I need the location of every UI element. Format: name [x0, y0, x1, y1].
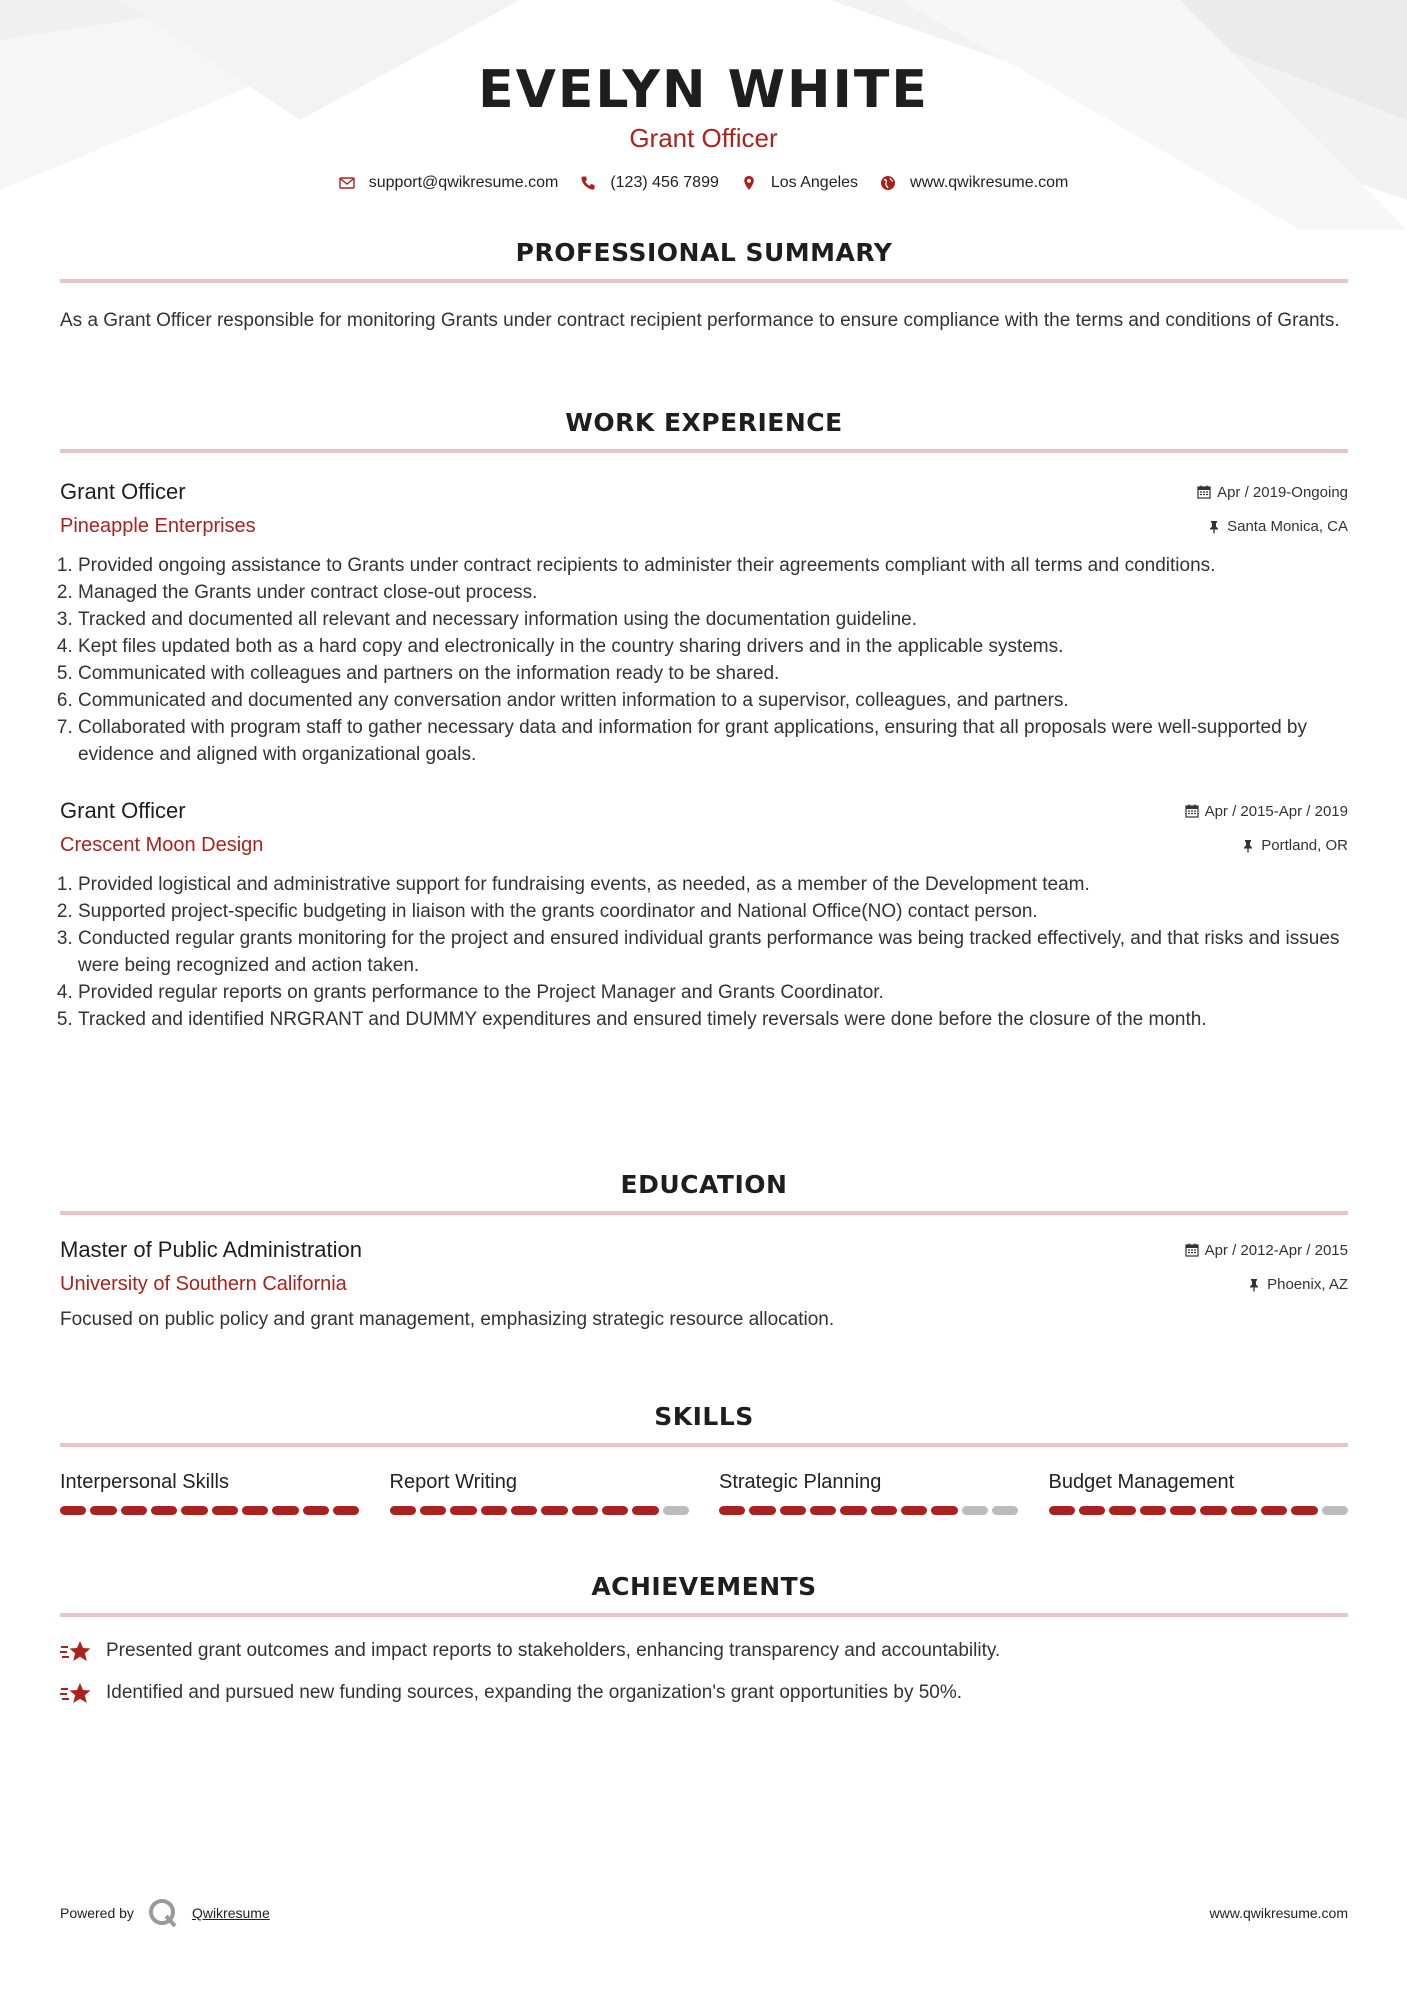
skill-level-segment: [663, 1506, 689, 1515]
skill-level-segment: [450, 1506, 476, 1515]
list-item: 4. Kept files updated both as a hard copy and electronically in the country sharing drivers and in the applicable systems.: [78, 633, 1348, 660]
skill-level-segment: [901, 1506, 927, 1515]
qwikresume-link[interactable]: Qwikresume: [191, 1905, 270, 1921]
skill-level-segment: [60, 1506, 86, 1515]
star-icon: [60, 1639, 92, 1663]
calendar-icon: [1185, 804, 1199, 818]
skill-level-segment: [420, 1506, 446, 1515]
education-dates: Apr / 2012-Apr / 2015: [1185, 1242, 1348, 1259]
website-text[interactable]: www.qwikresume.com: [910, 174, 1069, 191]
skill-level-segment: [272, 1506, 298, 1515]
map-pin-icon: [741, 175, 757, 191]
email-text[interactable]: support@qwikresume.com: [368, 174, 559, 191]
page-footer: [60, 1898, 1348, 1928]
job-title: Grant Officer: [60, 798, 186, 823]
skill-level-segment: [541, 1506, 567, 1515]
list-item: 5. Tracked and identified NRGRANT and DUMMY expenditures and ensured timely reversals were done before the closure of the month.: [78, 1006, 1348, 1033]
skill-level-segment: [1231, 1506, 1257, 1515]
skill-level-bar: [1049, 1506, 1349, 1515]
skill-name: Strategic Planning: [719, 1471, 882, 1493]
phone-icon: [580, 175, 596, 191]
list-item: 1. Provided ongoing assistance to Grants under contract recipients to administer their agreements compliant with all terms and conditions.: [78, 552, 1348, 579]
job-responsibilities: [60, 552, 1348, 768]
section-divider: [60, 449, 1348, 453]
globe-icon: [880, 175, 896, 191]
skill-level-segment: [602, 1506, 628, 1515]
candidate-name: EVELYN WHITE: [478, 60, 929, 120]
skill-level-segment: [780, 1506, 806, 1515]
phone-text[interactable]: (123) 456 7899: [610, 174, 719, 191]
experience-section: [60, 408, 1348, 1033]
summary-heading: PROFESSIONAL SUMMARY: [515, 238, 893, 267]
section-divider: [60, 1211, 1348, 1215]
skill-name: Budget Management: [1048, 1471, 1235, 1493]
calendar-icon: [1197, 485, 1211, 499]
skill-level-segment: [992, 1506, 1018, 1515]
star-icon: [60, 1681, 92, 1705]
skill-level-segment: [90, 1506, 116, 1515]
powered-by-label: Powered by: [60, 1905, 134, 1921]
company-name: Crescent Moon Design: [60, 834, 264, 856]
contact-bar: [0, 174, 1407, 192]
company-name: Pineapple Enterprises: [60, 515, 256, 537]
skill-level-segment: [719, 1506, 745, 1515]
skill-level-segment: [931, 1506, 957, 1515]
skill-level-segment: [962, 1506, 988, 1515]
skill-level-bar: [390, 1506, 690, 1515]
skill-level-segment: [1140, 1506, 1166, 1515]
list-item: 3. Tracked and documented all relevant and necessary information using the documentation guideline.: [78, 606, 1348, 633]
list-item: 6. Communicated and documented any conversation andor written information to a supervisor, colleagues, and partners.: [78, 687, 1348, 714]
achievements-section: [60, 1572, 1348, 1705]
skill-level-segment: [1200, 1506, 1226, 1515]
education-section: [60, 1170, 1348, 1333]
list-item: 4. Provided regular reports on grants performance to the Project Manager and Grants Coordinator.: [78, 979, 1348, 1006]
candidate-role: Grant Officer: [629, 123, 778, 153]
contact-website[interactable]: [880, 174, 1068, 192]
job-location: Santa Monica, CA: [1207, 518, 1348, 535]
skill-level-segment: [333, 1506, 359, 1515]
skill-name: Interpersonal Skills: [60, 1471, 229, 1493]
skill-level-segment: [871, 1506, 897, 1515]
skill-level-segment: [1322, 1506, 1348, 1515]
section-divider: [60, 279, 1348, 283]
school-name: University of Southern California: [60, 1273, 347, 1295]
skill-level-bar: [719, 1506, 1019, 1515]
resume-header: [0, 0, 1407, 192]
section-divider: [60, 1443, 1348, 1447]
skill-level-segment: [1079, 1506, 1105, 1515]
pushpin-icon: [1247, 1278, 1261, 1292]
pushpin-icon: [1241, 839, 1255, 853]
skill-name: Report Writing: [389, 1471, 517, 1493]
contact-location: [741, 174, 858, 192]
job-title: Grant Officer: [60, 479, 186, 504]
job-entry: [60, 798, 1348, 1033]
job-dates: Apr / 2019-Ongoing: [1197, 484, 1348, 501]
list-item: 1. Provided logistical and administrative support for fundraising events, as needed, as a member of the Development team.: [78, 871, 1348, 898]
calendar-icon: [1185, 1243, 1199, 1257]
skill-item: [719, 1471, 1019, 1515]
job-location: Portland, OR: [1241, 837, 1348, 854]
skill-level-segment: [212, 1506, 238, 1515]
list-item: 5. Communicated with colleagues and partners on the information ready to be shared.: [78, 660, 1348, 687]
skill-level-segment: [1049, 1506, 1075, 1515]
envelope-icon: [339, 175, 355, 191]
skill-level-segment: [572, 1506, 598, 1515]
summary-section: [60, 238, 1348, 334]
skill-item: [60, 1471, 360, 1515]
skill-level-segment: [481, 1506, 507, 1515]
pushpin-icon: [1207, 520, 1221, 534]
section-divider: [60, 1613, 1348, 1617]
degree-title: Master of Public Administration: [60, 1237, 363, 1262]
contact-phone[interactable]: [580, 174, 719, 192]
skill-level-segment: [1291, 1506, 1317, 1515]
skill-level-bar: [60, 1506, 360, 1515]
skill-level-segment: [840, 1506, 866, 1515]
skill-level-segment: [181, 1506, 207, 1515]
experience-heading: WORK EXPERIENCE: [565, 408, 843, 437]
summary-text: As a Grant Officer responsible for monitoring Grants under contract recipient performance to ensure compliance with the terms and conditions of Grants.: [60, 310, 1340, 331]
education-entry: [60, 1237, 1348, 1333]
skill-level-segment: [632, 1506, 658, 1515]
education-location: Phoenix, AZ: [1247, 1276, 1348, 1293]
skill-level-segment: [1261, 1506, 1287, 1515]
achievement-item: Presented grant outcomes and impact reports to stakeholders, enhancing transparency and accountability.: [60, 1639, 1348, 1663]
skill-level-segment: [242, 1506, 268, 1515]
list-item: 7. Collaborated with program staff to gather necessary data and information for grant applications, ensuring that all proposals were well-supported by evidence and aligned with organizational goals.: [78, 714, 1348, 768]
location-text: Los Angeles: [770, 174, 859, 191]
skill-level-segment: [511, 1506, 537, 1515]
achievements-heading: ACHIEVEMENTS: [591, 1572, 817, 1601]
skill-level-segment: [121, 1506, 147, 1515]
list-item: 2. Supported project-specific budgeting in liaison with the grants coordinator and National Office(NO) contact person.: [78, 898, 1348, 925]
job-responsibilities: [60, 871, 1348, 1033]
achievement-item: Identified and pursued new funding sources, expanding the organization's grant opportunities by 50%.: [60, 1681, 1348, 1705]
skill-level-segment: [390, 1506, 416, 1515]
skills-list: [60, 1471, 1348, 1515]
job-entry: [60, 479, 1348, 768]
skill-level-segment: [1170, 1506, 1196, 1515]
education-description: Focused on public policy and grant management, emphasizing strategic resource allocation.: [60, 1309, 835, 1330]
skill-item: [390, 1471, 690, 1515]
list-item: 2. Managed the Grants under contract close-out process.: [78, 579, 1348, 606]
skill-level-segment: [303, 1506, 329, 1515]
skills-heading: SKILLS: [654, 1402, 754, 1431]
skills-section: [60, 1402, 1348, 1515]
skill-level-segment: [151, 1506, 177, 1515]
job-dates: Apr / 2015-Apr / 2019: [1185, 803, 1348, 820]
skill-level-segment: [749, 1506, 775, 1515]
footer-website[interactable]: www.qwikresume.com: [1209, 1905, 1348, 1921]
qwikresume-logo-icon: [148, 1898, 178, 1928]
skill-level-segment: [810, 1506, 836, 1515]
skill-item: [1049, 1471, 1349, 1515]
education-heading: EDUCATION: [620, 1170, 788, 1199]
skill-level-segment: [1109, 1506, 1135, 1515]
list-item: 3. Conducted regular grants monitoring for the project and ensured individual grants performance was being tracked effectively, and that risks and issues were being recognized and action taken.: [78, 925, 1348, 979]
contact-email[interactable]: [339, 174, 559, 192]
